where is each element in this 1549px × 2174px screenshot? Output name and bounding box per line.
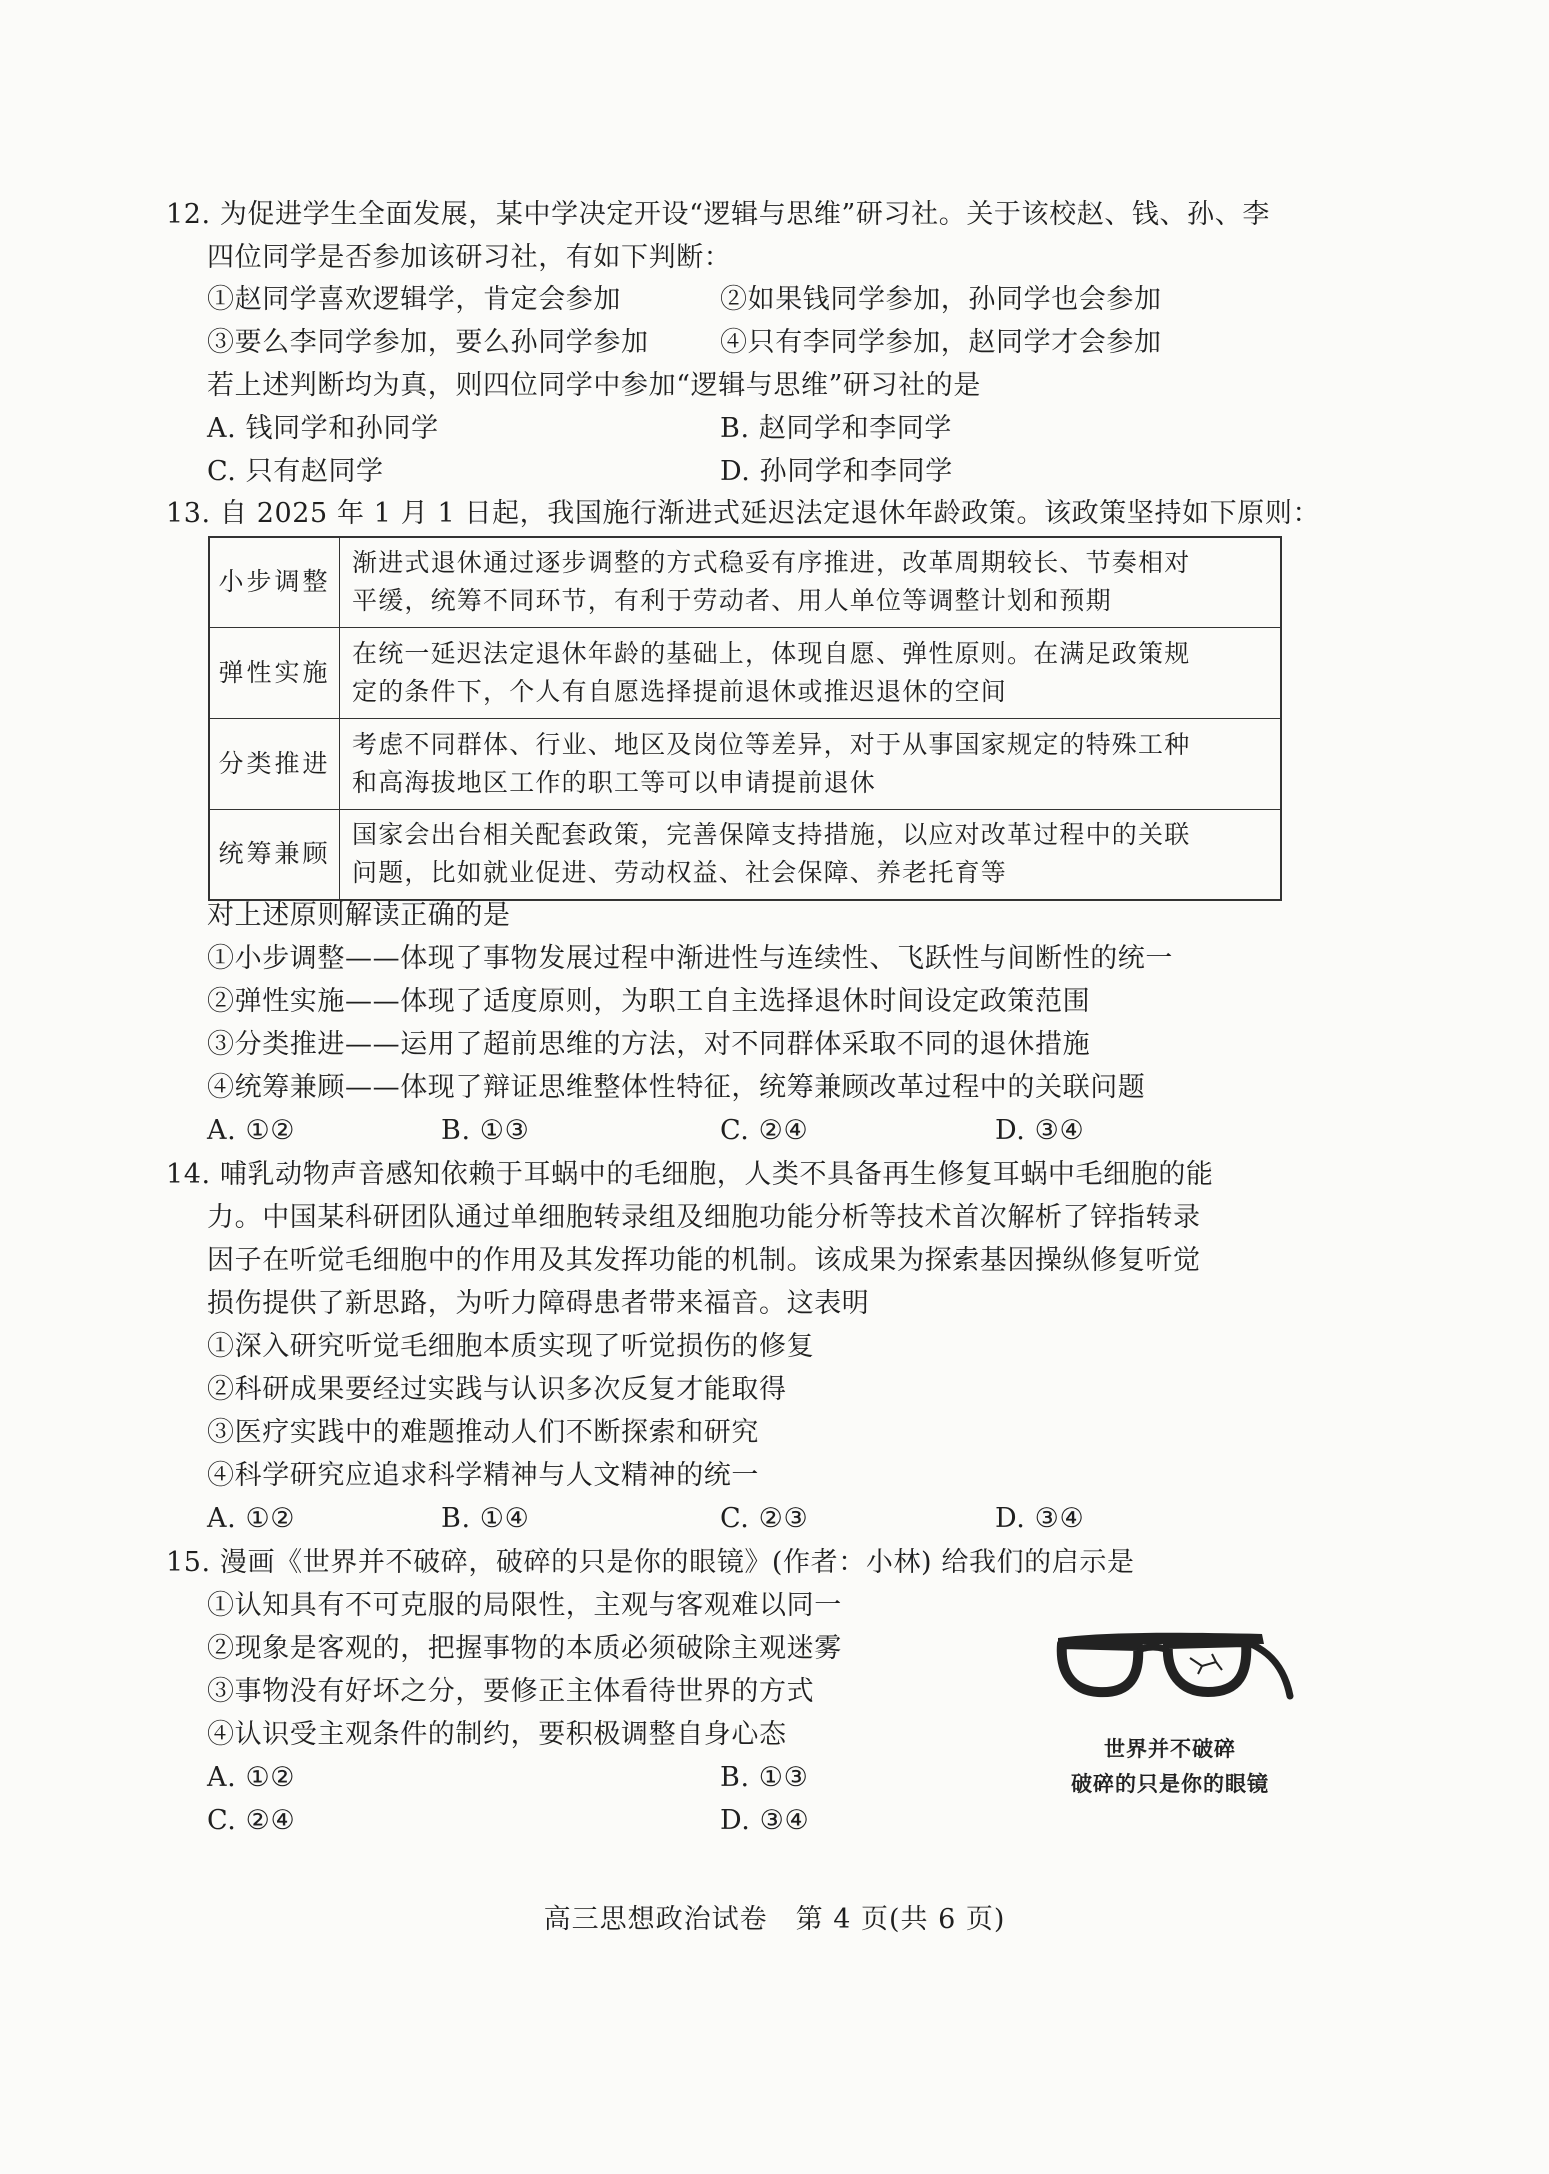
description-line: 定的条件下，个人有自愿选择提前退休或推迟退休的空间 — [352, 676, 1008, 706]
principle-name: 小步调整 — [209, 537, 340, 627]
q13-stem: 13. 自 2025 年 1 月 1 日起，我国施行渐进式延迟法定退休年龄政策。该政策坚持如下原则： — [166, 498, 1321, 529]
description-line: 问题，比如就业促进、劳动权益、社会保障、养老托育等 — [352, 858, 1008, 888]
q15-item-2: ②现象是客观的，把握事物的本质必须破除主观迷雾 — [207, 1633, 842, 1664]
description-line: 在统一延迟法定退休年龄的基础上，体现自愿、弹性原则。在满足政策规 — [352, 638, 1191, 668]
description-line: 渐进式退休通过逐步调整的方式稳妥有序推进，改革周期较长、节奏相对 — [352, 548, 1191, 578]
principle-name: 弹性实施 — [209, 627, 340, 718]
q15-stem: 15. 漫画《世界并不破碎，破碎的只是你的眼镜》(作者：小林) 给我们的启示是 — [166, 1547, 1135, 1578]
q13-question: 对上述原则解读正确的是 — [207, 900, 511, 931]
table-row — [209, 627, 1281, 718]
glasses-icon — [1058, 1633, 1290, 1696]
q14-item-2: ②科研成果要经过实践与认识多次反复才能取得 — [207, 1374, 787, 1405]
q14-item-4: ④科学研究应追求科学精神与人文精神的统一 — [207, 1460, 759, 1491]
q12-stem-line-1: 12. 为促进学生全面发展，某中学决定开设“逻辑与思维”研习社。关于该校赵、钱、孙、李 — [166, 199, 1270, 230]
q13-option-b: B. ①③ — [441, 1115, 530, 1146]
q12-judgment-3: ③要么李同学参加，要么孙同学参加 — [207, 327, 649, 358]
q12-option-a: A. 钱同学和孙同学 — [207, 413, 439, 444]
description-line: 国家会出台相关配套政策，完善保障支持措施，以应对改革过程中的关联 — [352, 820, 1191, 850]
q15-option-b: B. ①③ — [720, 1762, 809, 1793]
q12-option-c: C. 只有赵同学 — [207, 456, 384, 487]
principle-description — [340, 809, 1282, 900]
q15-option-a: A. ①② — [207, 1762, 296, 1793]
q14-stem-line-2: 力。中国某科研团队通过单细胞转录组及细胞功能分析等技术首次解析了锌指转录 — [207, 1202, 1201, 1233]
q13-item-2: ②弹性实施——体现了适度原则，为职工自主选择退休时间设定政策范围 — [207, 986, 1091, 1017]
description-line: 平缓，统筹不同环节，有利于劳动者、用人单位等调整计划和预期 — [352, 586, 1112, 616]
q14-option-a: A. ①② — [207, 1503, 296, 1534]
page-footer: 高三思想政治试卷 第 4 页(共 6 页) — [543, 1904, 1006, 1935]
cartoon-caption-line-2: 破碎的只是你的眼镜 — [1071, 1772, 1269, 1796]
table-row — [209, 809, 1281, 900]
q13-item-4: ④统筹兼顾——体现了辩证思维整体性特征，统筹兼顾改革过程中的关联问题 — [207, 1072, 1146, 1103]
q14-option-b: B. ①④ — [441, 1503, 530, 1534]
q12-judgment-2: ②如果钱同学参加，孙同学也会参加 — [720, 284, 1162, 315]
q13-option-c: C. ②④ — [720, 1115, 809, 1146]
cartoon-caption-line-1: 世界并不破碎 — [1104, 1737, 1236, 1761]
q15-item-1: ①认知具有不可克服的局限性，主观与客观难以同一 — [207, 1590, 842, 1621]
q14-item-1: ①深入研究听觉毛细胞本质实现了听觉损伤的修复 — [207, 1331, 815, 1362]
principle-description — [340, 627, 1282, 718]
q12-judgment-4: ④只有李同学参加，赵同学才会参加 — [720, 327, 1162, 358]
q12-option-b: B. 赵同学和李同学 — [720, 413, 953, 444]
q13-item-3: ③分类推进——运用了超前思维的方法，对不同群体采取不同的退休措施 — [207, 1029, 1091, 1060]
table-row — [209, 718, 1281, 809]
q12-question: 若上述判断均为真，则四位同学中参加“逻辑与思维”研习社的是 — [207, 370, 982, 401]
q15-option-c: C. ②④ — [207, 1805, 296, 1836]
principle-description — [340, 718, 1282, 809]
principle-name: 统筹兼顾 — [209, 809, 340, 900]
q14-stem-line-3: 因子在听觉毛细胞中的作用及其发挥功能的机制。该成果为探索基因操纵修复听觉 — [207, 1245, 1201, 1276]
q15-option-d: D. ③④ — [720, 1805, 810, 1836]
q14-option-c: C. ②③ — [720, 1503, 809, 1534]
q12-option-d: D. 孙同学和李同学 — [720, 456, 953, 487]
q14-item-3: ③医疗实践中的难题推动人们不断探索和研究 — [207, 1417, 759, 1448]
q13-principles-table — [208, 536, 1282, 901]
q13-option-d: D. ③④ — [995, 1115, 1085, 1146]
q13-item-1: ①小步调整——体现了事物发展过程中渐进性与连续性、飞跃性与间断性的统一 — [207, 943, 1173, 974]
description-line: 考虑不同群体、行业、地区及岗位等差异，对于从事国家规定的特殊工种 — [352, 729, 1191, 759]
q14-stem-line-4: 损伤提供了新思路，为听力障碍患者带来福音。这表明 — [207, 1288, 870, 1319]
q12-stem-line-2: 四位同学是否参加该研习社，有如下判断： — [207, 242, 732, 273]
description-line: 和高海拔地区工作的职工等可以申请提前退休 — [352, 767, 877, 797]
q14-option-d: D. ③④ — [995, 1503, 1085, 1534]
principle-description — [340, 537, 1282, 627]
q14-stem-line-1: 14. 哺乳动物声音感知依赖于耳蜗中的毛细胞，人类不具备再生修复耳蜗中毛细胞的能 — [166, 1159, 1214, 1190]
table-row — [209, 537, 1281, 627]
q13-option-a: A. ①② — [207, 1115, 296, 1146]
q12-judgment-1: ①赵同学喜欢逻辑学，肯定会参加 — [207, 284, 621, 315]
q15-item-4: ④认识受主观条件的制约，要积极调整自身心态 — [207, 1719, 787, 1750]
principle-name: 分类推进 — [209, 718, 340, 809]
q15-item-3: ③事物没有好坏之分，要修正主体看待世界的方式 — [207, 1676, 815, 1707]
